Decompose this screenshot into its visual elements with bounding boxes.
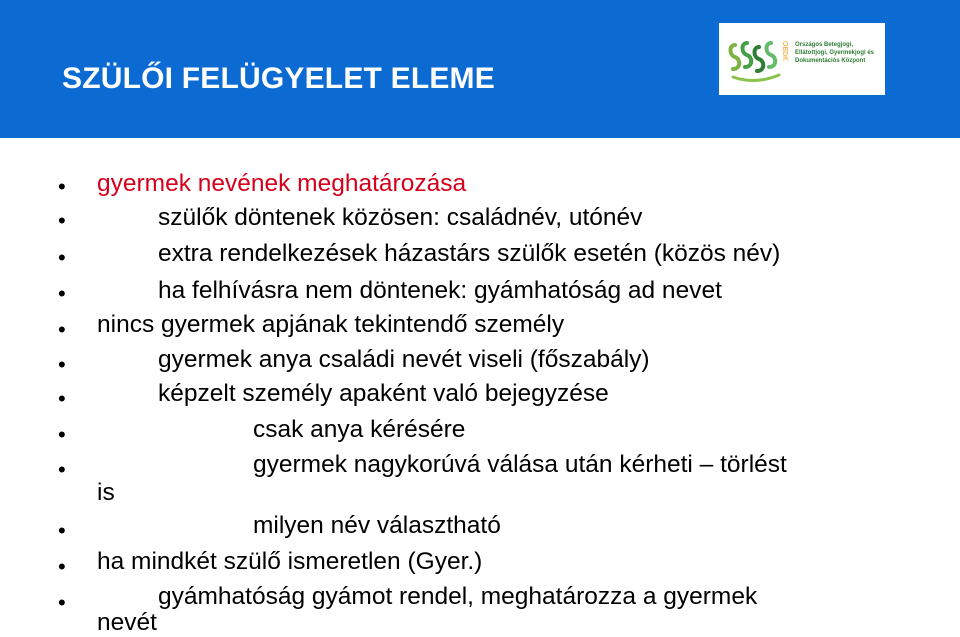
list-item: ha felhívásra nem döntenek: gyámhatóság ad nevet <box>158 277 722 304</box>
obdk-logo-icon <box>725 31 791 87</box>
bullet-marker: • <box>58 422 66 447</box>
list-item-continuation: is <box>97 479 115 506</box>
logo-text-line: Dokumentációs Központ <box>795 58 866 64</box>
slide-title: SZÜLŐI FELÜGYELET ELEME <box>62 62 495 95</box>
list-item: gyermek nevének meghatározása <box>97 170 467 197</box>
bullet-marker: • <box>58 245 66 270</box>
list-item: ha mindkét szülő ismeretlen (Gyer.) <box>97 548 483 575</box>
logo-vertical-text: OBDK <box>781 41 788 61</box>
list-item: milyen név választható <box>253 512 501 539</box>
list-item: képzelt személy apaként való bejegyzése <box>158 380 609 407</box>
list-item: gyámhatóság gyámot rendel, meghatározza a gyermek <box>158 583 758 610</box>
obdk-logo <box>719 23 885 95</box>
list-item: szülők döntenek közösen: családnév, utónév <box>158 204 643 231</box>
logo-text <box>795 41 883 65</box>
bullet-marker: • <box>58 208 66 233</box>
list-item: nincs gyermek apjának tekintendő személy <box>97 311 565 338</box>
logo-text-line: Országos Betegjogi, <box>795 42 854 48</box>
bullet-marker: • <box>58 352 66 377</box>
logo-text-line: Ellátottjogi, Gyermekjogi és <box>795 50 875 56</box>
bullet-marker: • <box>58 590 66 615</box>
bullet-marker: • <box>58 174 66 199</box>
list-item: extra rendelkezések házastárs szülők esetén (közös név) <box>158 240 781 267</box>
list-item: gyermek nagykorúvá válása után kérheti – törlést <box>253 451 787 478</box>
list-item: gyermek anya családi nevét viseli (főszabály) <box>158 346 650 373</box>
bullet-marker: • <box>58 457 66 482</box>
list-item: csak anya kérésére <box>253 416 466 443</box>
bullet-marker: • <box>58 281 66 306</box>
bullet-marker: • <box>58 317 66 342</box>
list-item-continuation: nevét <box>97 609 157 636</box>
bullet-marker: • <box>58 554 66 579</box>
bullet-marker: • <box>58 518 66 543</box>
bullet-marker: • <box>58 386 66 411</box>
